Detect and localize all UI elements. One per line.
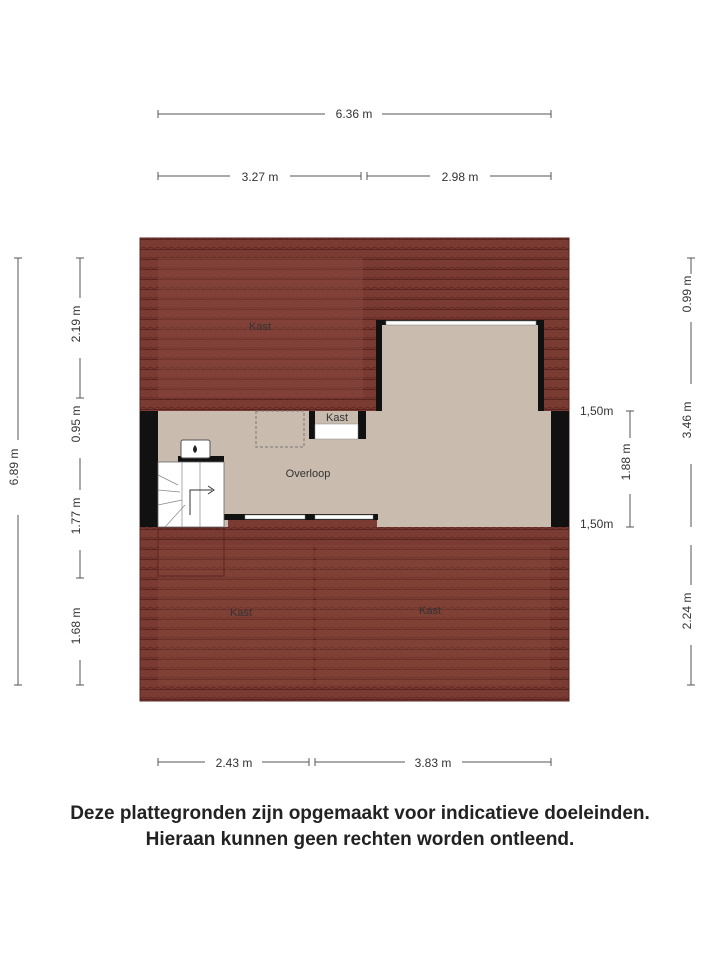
dim-top-right: 2.98 m	[441, 170, 479, 184]
dim-left-3: 1.77 m	[69, 497, 83, 535]
dim-left-1: 2.19 m	[69, 305, 83, 343]
room-label-kast-small: Kast	[325, 412, 349, 424]
room-label-kast-top-left: Kast	[248, 321, 272, 333]
dormer-window	[386, 321, 536, 325]
dim-left-2: 0.95 m	[69, 405, 83, 443]
room-label-kast-bottom-left: Kast	[229, 607, 253, 619]
dim-left-total: 6.89 m	[7, 448, 21, 486]
dim-right-2: 3.46 m	[680, 401, 694, 439]
wall-right	[551, 411, 569, 527]
room-label-overloop: Overloop	[285, 468, 331, 480]
cabinet-door-right	[315, 515, 373, 519]
dim-right-1: 0.99 m	[680, 275, 694, 313]
wall-left	[140, 411, 158, 527]
dim-inner-height: 1.88 m	[619, 443, 633, 481]
disclaimer-line-1: Deze plattegronden zijn opgemaakt voor indicatieve doeleinden.	[70, 803, 650, 824]
dim-left-4: 1.68 m	[69, 607, 83, 645]
room-label-kast-bottom-right: Kast	[418, 605, 442, 617]
wall-kast-small-left	[309, 411, 315, 439]
staircase	[158, 462, 224, 527]
dim-top-total: 6.36 m	[335, 107, 373, 121]
dim-bottom-right: 3.83 m	[414, 756, 452, 770]
disclaimer-line-2: Hieraan kunnen geen rechten worden ontleend.	[145, 829, 575, 850]
dim-top-left: 3.27 m	[241, 170, 279, 184]
wall-dormer-right	[538, 323, 544, 411]
height-label-upper: 1,50m	[580, 404, 614, 418]
wall-dormer-left	[376, 323, 382, 411]
height-label-lower: 1,50m	[580, 517, 614, 531]
cabinet-door-left	[245, 515, 305, 519]
wall-kast-small-right	[358, 411, 366, 439]
kast-small-door	[315, 424, 358, 439]
dim-right-3: 2.24 m	[680, 592, 694, 630]
dim-bottom-left: 2.43 m	[215, 756, 253, 770]
